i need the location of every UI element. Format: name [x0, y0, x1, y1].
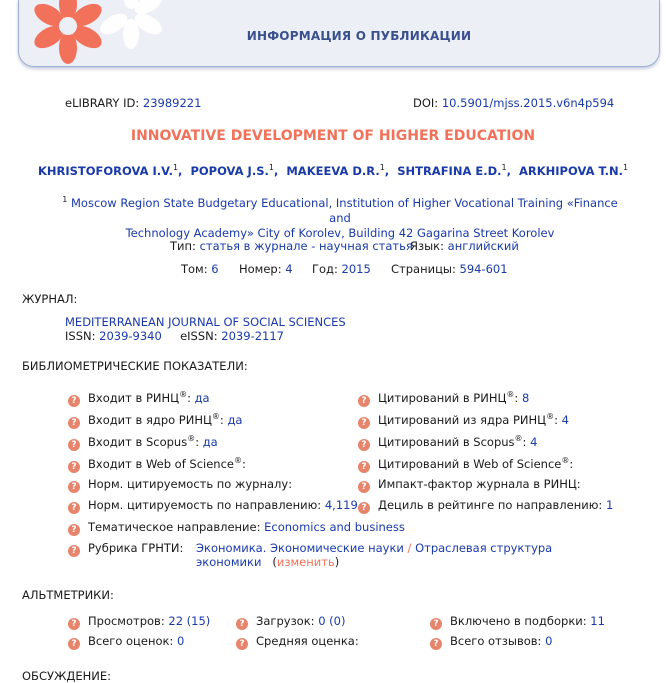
doi-link[interactable]: 10.5901/mjss.2015.v6n4p594 [441, 96, 615, 110]
collections-value: 11 [590, 614, 605, 628]
help-question-icon[interactable]: ? [68, 545, 80, 557]
biblio-label: Импакт-фактор журнала в РИНЦ: [378, 477, 581, 491]
journal-name[interactable]: MEDITERRANEAN JOURNAL OF SOCIAL SCIENCES [65, 315, 346, 329]
biblio-value-link[interactable]: 4 [561, 412, 569, 427]
help-question-icon[interactable]: ? [68, 481, 80, 493]
colon: : [554, 412, 558, 427]
alt-average [236, 634, 359, 650]
biblio-label: Цитирований в Scopus [378, 434, 515, 449]
help-question-icon[interactable]: ? [68, 461, 80, 473]
help-question-icon[interactable]: ? [68, 638, 80, 650]
biblio-cit-rinc-core [358, 412, 569, 429]
header-banner [18, 0, 660, 67]
registered-mark: ® [506, 390, 515, 399]
eissn-label: eISSN: [180, 329, 218, 343]
discussion-heading: ОБСУЖДЕНИЕ: [22, 669, 112, 683]
author-link[interactable]: SHTRAFINA E.D. [397, 163, 502, 178]
journal-name-link[interactable] [65, 315, 346, 329]
registered-mark: ® [561, 456, 570, 465]
grnti-subrubric-link[interactable]: Отраслевая структура [415, 541, 553, 555]
author-link[interactable]: MAKEEVA D.R. [286, 163, 380, 178]
author-link[interactable]: ARKHIPOVA T.N. [518, 163, 623, 178]
paren-close: ) [334, 555, 340, 569]
biblio-rinc-core [68, 412, 242, 429]
registered-mark: ® [179, 390, 188, 399]
biblio-heading: БИБЛИОМЕТРИЧЕСКИЕ ПОКАЗАТЕЛИ: [22, 359, 248, 373]
alt-downloads [236, 614, 345, 630]
registered-mark: ® [187, 434, 196, 443]
collections-label: Включено в подборки: [450, 614, 587, 628]
grnti-label: Рубрика ГРНТИ: [88, 541, 184, 555]
registered-mark: ® [211, 412, 220, 421]
number-label: Номер: [239, 262, 282, 276]
volume-label: Том: [181, 262, 208, 276]
biblio-label: Норм. цитируемость по журналу: [88, 477, 293, 491]
publication-language [410, 239, 519, 253]
help-question-icon[interactable]: ? [68, 618, 80, 630]
author-affil-index: 1 [172, 163, 179, 172]
help-question-icon[interactable]: ? [68, 524, 80, 536]
year-value: 2015 [341, 262, 371, 276]
biblio-rinc [68, 390, 210, 407]
grnti-separator: / [407, 541, 412, 555]
alt-collections [430, 614, 605, 630]
author-affil-index: 1 [268, 163, 274, 172]
registered-mark: ® [514, 434, 523, 443]
colon: : [514, 390, 519, 405]
help-question-icon[interactable]: ? [358, 481, 370, 493]
alt-ratings [68, 634, 184, 650]
year [312, 262, 371, 276]
ratings-value: 0 [177, 634, 185, 648]
biblio-value-link[interactable]: 8 [521, 390, 530, 405]
grnti-subrubric-link-cont[interactable]: экономики [196, 555, 262, 569]
grnti-rubric [196, 541, 552, 569]
language-label: Язык: [410, 239, 445, 253]
volume [181, 262, 219, 276]
issn-label: ISSN: [65, 329, 96, 343]
type-label: Тип: [170, 239, 196, 253]
doi [413, 96, 614, 110]
help-question-icon[interactable]: ? [68, 439, 80, 451]
pages-label: Страницы: [391, 262, 456, 276]
journal-issn [65, 329, 284, 343]
downloads-value: 0 (0) [318, 614, 346, 628]
help-question-icon[interactable]: ? [68, 395, 80, 407]
biblio-label: Входит в ядро РИНЦ [88, 412, 212, 427]
biblio-value: да [202, 434, 218, 449]
affiliation-line-1[interactable]: Moscow Region State Budgetary Educational, Institution of Higher Vocational Training «Finance and [71, 195, 618, 225]
paren-open: ( [272, 555, 277, 569]
downloads-label: Загрузок: [256, 614, 315, 628]
help-question-icon[interactable]: ? [430, 618, 442, 630]
biblio-decile [358, 498, 613, 514]
biblio-impact-factor [358, 477, 581, 493]
topic-label: Тематическое направление: [88, 520, 261, 534]
biblio-label: Норм. цитируемость по направлению: [88, 498, 322, 512]
help-question-icon[interactable]: ? [236, 618, 248, 630]
average-label: Средняя оценка: [256, 634, 359, 648]
biblio-grnti [68, 541, 183, 557]
author-affil-index: 1 [501, 163, 507, 172]
change-rubric-link[interactable]: изменить [276, 555, 335, 569]
affiliation-line-2[interactable]: Technology Academy» City of Korolev, Building 42 Gagarina Street Korolev [125, 225, 555, 240]
biblio-label: Цитирований в Web of Science [378, 456, 562, 471]
help-question-icon[interactable]: ? [358, 461, 370, 473]
help-question-icon[interactable]: ? [68, 417, 80, 429]
biblio-value: да [194, 390, 210, 405]
biblio-value: да [227, 412, 243, 427]
alt-views [68, 614, 210, 630]
help-question-icon[interactable]: ? [358, 502, 370, 514]
help-question-icon[interactable]: ? [358, 439, 370, 451]
biblio-norm-direction [68, 498, 358, 514]
alt-reviews [430, 634, 552, 650]
biblio-value: 4,119 [324, 498, 358, 512]
biblio-label: Дециль в рейтинге по направлению: [378, 498, 603, 512]
author-affil-index: 1 [379, 163, 385, 172]
biblio-cit-rinc [358, 390, 529, 407]
issn-value: 2039-9340 [99, 329, 162, 343]
eissn-value: 2039-2117 [221, 329, 284, 343]
language-value: английский [447, 239, 519, 253]
biblio-label: Входит в РИНЦ [88, 390, 180, 405]
reviews-value: 0 [545, 634, 553, 648]
biblio-wos [68, 456, 246, 473]
biblio-label: Цитирований из ядра РИНЦ [378, 412, 547, 427]
journal-heading: ЖУРНАЛ: [22, 292, 78, 306]
elibrary-id [65, 96, 201, 110]
biblio-label: Входит в Web of Science [88, 456, 234, 471]
help-question-icon[interactable]: ? [358, 395, 370, 407]
views-label: Просмотров: [88, 614, 165, 628]
biblio-label: Входит в Scopus [88, 434, 188, 449]
publication-title: INNOVATIVE DEVELOPMENT OF HIGHER EDUCATION [130, 128, 536, 144]
biblio-norm-journal [68, 477, 292, 493]
number-link[interactable]: 4 [285, 262, 293, 276]
biblio-label: Цитирований в РИНЦ [378, 390, 507, 405]
biblio-cit-scopus [358, 434, 537, 451]
issue-number [239, 262, 293, 276]
biblio-scopus [68, 434, 218, 451]
colon: : [522, 434, 527, 449]
biblio-cit-wos [358, 456, 573, 473]
doi-label: DOI: [413, 96, 439, 110]
elibrary-id-value: 23989221 [142, 96, 202, 110]
colon: : [219, 412, 224, 427]
affiliation [60, 192, 620, 241]
colon: : [187, 390, 191, 405]
affiliation-index: 1 [62, 195, 68, 204]
colon: : [242, 456, 246, 471]
registered-mark: ® [546, 412, 555, 421]
help-question-icon[interactable]: ? [68, 502, 80, 514]
authors-list: KHRISTOFOROVA I.V.$^1$, POPOVA J.S.$^1$, MAKEEVA D.R.$^1$, SHTRAFINA E.D.$^1$, ARKHIPOVA T.N.$^1$ [37, 163, 629, 178]
author-link[interactable]: POPOVA J.S. [190, 163, 269, 178]
colon: : [195, 434, 200, 449]
author-affil-index: 1 [622, 163, 629, 172]
grnti-rubric-link[interactable]: Экономика. Экономические науки [196, 541, 404, 555]
pages [391, 262, 508, 276]
volume-value: 6 [211, 262, 219, 276]
elibrary-id-label: eLIBRARY ID: [65, 96, 140, 110]
page-title: ИНФОРМАЦИЯ О ПУБЛИКАЦИИ [246, 29, 472, 43]
ratings-label: Всего оценок: [88, 634, 174, 648]
views-value: 22 (15) [168, 614, 211, 628]
year-label: Год: [312, 262, 338, 276]
topic-value: Economics and business [264, 520, 405, 534]
help-question-icon[interactable]: ? [430, 638, 442, 650]
author-link[interactable]: KHRISTOFOROVA I.V. [37, 163, 173, 178]
help-question-icon[interactable]: ? [236, 638, 248, 650]
biblio-topic [68, 520, 405, 536]
help-question-icon[interactable]: ? [358, 417, 370, 429]
type-value: статья в журнале - научная статья [199, 239, 413, 253]
biblio-value: 4 [530, 434, 538, 449]
publication-type [170, 239, 413, 253]
reviews-label: Всего отзывов: [450, 634, 542, 648]
colon: : [569, 456, 574, 471]
pages-value: 594-601 [459, 262, 508, 276]
biblio-value: 1 [605, 498, 614, 512]
altmetrics-heading: АЛЬТМЕТРИКИ: [22, 588, 114, 602]
registered-mark: ® [234, 456, 242, 465]
